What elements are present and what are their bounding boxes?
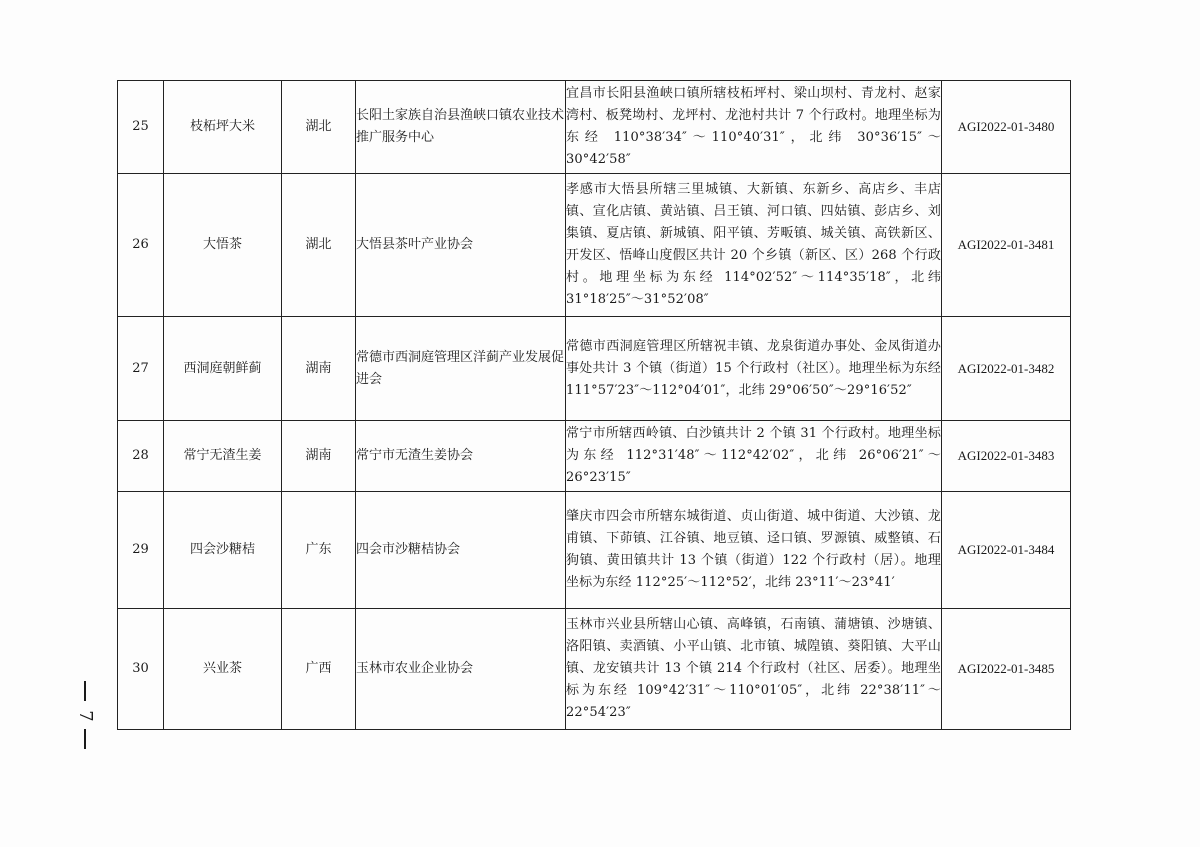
row-number: 25 — [118, 81, 164, 174]
page-number-dash-top — [84, 681, 86, 701]
protection-scope: 常德市西洞庭管理区所辖祝丰镇、龙泉街道办事处、金凤街道办事处共计 3 个镇（街道）15 个行政村（社区）。地理坐标为东经 111°57′23″～112°04′01″，北纬 29°06′50″～29°16′52″ — [566, 317, 942, 421]
applicant-organization: 四会市沙糖桔协会 — [356, 492, 566, 609]
product-name: 西洞庭朝鲜蓟 — [164, 317, 282, 421]
protection-scope: 宜昌市长阳县渔峡口镇所辖枝柘坪村、梁山坝村、青龙村、赵家湾村、板凳坳村、龙坪村、龙池村共计 7 个行政村。地理坐标为东经 110°38′34″～110°40′31″，北纬 30°36′15″～30°42′58″ — [566, 81, 942, 174]
table-row — [118, 317, 1071, 421]
page-number — [60, 681, 116, 751]
applicant-organization: 长阳土家族自治县渔峡口镇农业技术推广服务中心 — [356, 81, 566, 174]
protection-scope: 常宁市所辖西岭镇、白沙镇共计 2 个镇 31 个行政村。地理坐标为东经 112°31′48″～112°42′02″，北纬 26°06′21″～26°23′15″ — [566, 421, 942, 492]
province: 广西 — [282, 609, 356, 730]
product-name: 枝柘坪大米 — [164, 81, 282, 174]
table-row — [118, 492, 1071, 609]
table-row — [118, 421, 1071, 492]
product-name: 大悟茶 — [164, 174, 282, 317]
registration-code: AGI2022-01-3482 — [942, 317, 1071, 421]
registration-code: AGI2022-01-3481 — [942, 174, 1071, 317]
product-name: 四会沙糖桔 — [164, 492, 282, 609]
row-number: 30 — [118, 609, 164, 730]
registration-code: AGI2022-01-3485 — [942, 609, 1071, 730]
product-name: 兴业茶 — [164, 609, 282, 730]
province: 广东 — [282, 492, 356, 609]
applicant-organization: 常宁市无渣生姜协会 — [356, 421, 566, 492]
protection-scope: 孝感市大悟县所辖三里城镇、大新镇、东新乡、高店乡、丰店镇、宣化店镇、黄站镇、吕王镇、河口镇、四姑镇、彭店乡、刘集镇、夏店镇、新城镇、阳平镇、芳畈镇、城关镇、高铁新区、开发区、悟峰山度假区共计 20 个乡镇（新区、区）268 个行政村。地理坐标为东经 114°02′52″～114°35′18″，北纬 31°18′25″～31°52′08″ — [566, 174, 942, 317]
page-number-value: 7 — [75, 710, 96, 722]
table-row — [118, 81, 1071, 174]
row-number: 26 — [118, 174, 164, 317]
table-row — [118, 609, 1071, 730]
applicant-organization: 玉林市农业企业协会 — [356, 609, 566, 730]
province: 湖北 — [282, 81, 356, 174]
registration-code: AGI2022-01-3484 — [942, 492, 1071, 609]
product-name: 常宁无渣生姜 — [164, 421, 282, 492]
table-row — [118, 174, 1071, 317]
province: 湖北 — [282, 174, 356, 317]
province: 湖南 — [282, 421, 356, 492]
row-number: 27 — [118, 317, 164, 421]
page-number-dash-bottom — [84, 729, 86, 749]
protection-scope: 玉林市兴业县所辖山心镇、高峰镇，石南镇、蒲塘镇、沙塘镇、洛阳镇、卖酒镇、小平山镇、北市镇、城隍镇、葵阳镇、大平山镇、龙安镇共计 13 个镇 214 个行政村（社区、居委）。地理坐标为东经 109°42′31″～110°01′05″，北纬 22°38′11″～22°54′23″ — [566, 609, 942, 730]
row-number: 29 — [118, 492, 164, 609]
geographic-indication-table — [117, 80, 1071, 730]
registration-code: AGI2022-01-3480 — [942, 81, 1071, 174]
protection-scope: 肇庆市四会市所辖东城街道、贞山街道、城中街道、大沙镇、龙甫镇、下茆镇、江谷镇、地豆镇、迳口镇、罗源镇、威整镇、石狗镇、黄田镇共计 13 个镇（街道）122 个行政村（居）。地理坐标为东经 112°25′～112°52′，北纬 23°11′～23°41′ — [566, 492, 942, 609]
applicant-organization: 大悟县茶叶产业协会 — [356, 174, 566, 317]
row-number: 28 — [118, 421, 164, 492]
registration-code: AGI2022-01-3483 — [942, 421, 1071, 492]
applicant-organization: 常德市西洞庭管理区洋蓟产业发展促进会 — [356, 317, 566, 421]
province: 湖南 — [282, 317, 356, 421]
